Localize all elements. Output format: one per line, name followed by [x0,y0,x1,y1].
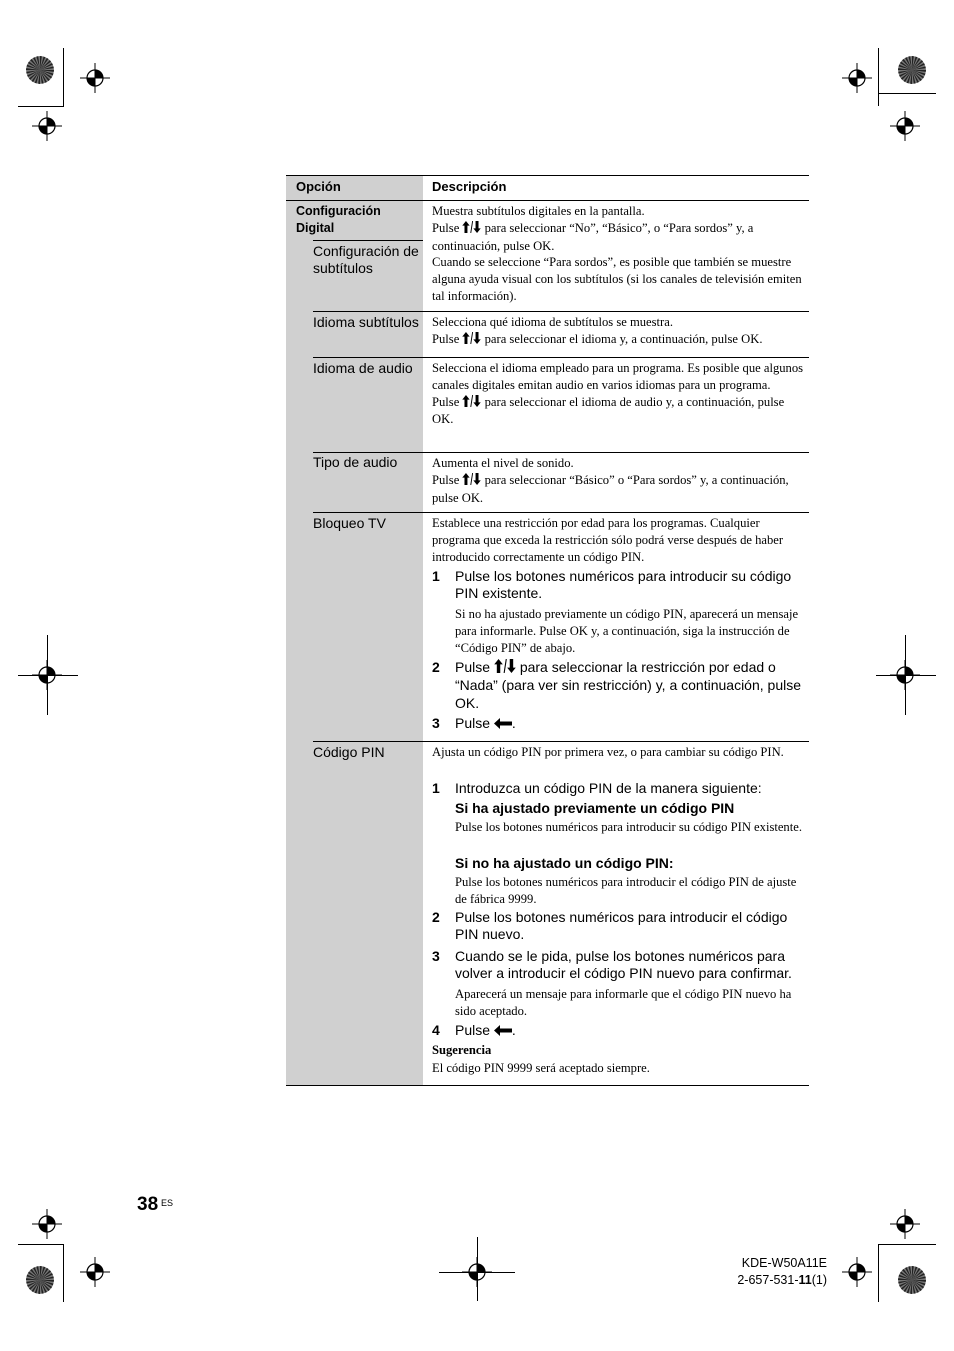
description-configuracion-subtitulos [432,203,804,305]
header-rule [286,200,809,201]
step-3 [432,715,804,733]
description-line: Selecciona qué idioma de subtítulos se muestra. [432,315,673,329]
step-number: 2 [432,659,440,675]
crop-line [18,1244,64,1245]
option-configuracion-subtitulos: Configuración de subtítulos [313,243,419,276]
up-down-arrow-icon [462,221,481,238]
step-1 [432,780,804,797]
description-line: Aumenta el nivel de sonido. [432,456,574,470]
part-code-suffix: (1) [811,1273,827,1287]
registration-target-icon [32,1209,62,1239]
option-rule [313,240,423,241]
pulse-text: Pulse [455,715,491,731]
crop-line [878,1244,879,1302]
row-rule [313,741,809,742]
step-3 [432,948,804,983]
crop-line [439,1272,515,1273]
registration-target-icon [842,1257,872,1287]
subheading-pin-not-set: Si no ha ajustado un código PIN: [455,855,674,871]
color-wheel-icon [26,1266,54,1294]
option-column-background [286,176,423,1085]
description-bloqueo-tv: Establece una restricción por edad para los programas. Cualquier programa que exceda la restricción sólo podrá verse después de haber introducido correctamente un código PIN. [432,516,784,564]
option-idioma-subtitulos: Idioma subtítulos [313,314,419,330]
part-code-bold: 11 [798,1273,812,1287]
pulse-text: Pulse [432,472,460,487]
crop-line [878,48,879,106]
description-line: Cuando se seleccione “Para sordos”, es posible que también se muestre alguna ayuda visual con los subtítulos (si los canales de televisión emiten tal información). [432,255,802,303]
tip-title: Sugerencia [432,1043,492,1057]
option-bloqueo-tv: Bloqueo TV [313,515,386,531]
return-arrow-icon [494,1023,512,1040]
registration-target-icon [890,111,920,141]
description-idioma-subtitulos [432,314,804,349]
step-4 [432,1022,804,1040]
row-rule [313,452,809,453]
step-1 [432,568,804,603]
header-description: Descripción [432,179,507,194]
option-idioma-audio: Idioma de audio [313,360,413,376]
description-idioma-audio [432,360,804,428]
step-number: 1 [432,568,440,584]
subheading-pin-set: Si ha ajustado previamente un código PIN [455,800,735,816]
step-text: Introduzca un código PIN de la manera siguiente: [455,780,762,796]
part-code [737,1273,827,1287]
step-text: Pulse los botones numéricos para introducir el código PIN nuevo. [455,909,788,943]
up-down-arrow-icon [462,395,481,412]
option-codigo-pin: Código PIN [313,744,385,760]
up-down-arrow-icon [462,473,481,490]
pulse-text: Pulse [432,331,460,346]
crop-line [878,1244,936,1245]
description-line [432,331,804,349]
step-note: Si no ha ajustado previamente un código PIN, aparecerá un mensaje para informarle. Pulse OK y, a continuación, siga la instrucción de “Código PIN” de abajo. [455,607,799,655]
row-rule [313,512,809,513]
pulse-text: Pulse [455,1022,491,1038]
header-option: Opción [296,179,341,194]
description-text: para seleccionar el idioma de audio y, a continuación, pulse OK. [432,394,785,427]
step-number: 3 [432,948,440,964]
tip-text: El código PIN 9999 será aceptado siempre. [432,1061,650,1075]
step-number: 4 [432,1022,440,1038]
step-2 [432,659,804,712]
page-language: ES [161,1198,174,1208]
description-line: Selecciona el idioma empleado para un programa. Es posible que algunos canales digitales emitan audio en varios idiomas para un programa. [432,361,804,392]
crop-line [18,106,64,107]
step-number: 2 [432,909,440,925]
step-text: Pulse los botones numéricos para introducir su código PIN existente. [455,568,792,602]
row-rule [313,311,809,312]
step-2 [432,909,804,944]
group-title: Configuración Digital [296,204,381,235]
step-period: . [511,715,516,731]
description-text: para seleccionar la restricción por edad o “Nada” (para ver sin restricción) y, a continuación, pulse OK. [455,659,802,711]
description-text: para seleccionar el idioma y, a continuación, pulse OK. [484,331,763,346]
description-codigo-pin: Ajusta un código PIN por primera vez, o para cambiar su código PIN. [432,745,784,759]
description-text: para seleccionar “No”, “Básico”, o “Para sordos” y, a continuación, pulse OK. [432,220,754,253]
row-rule [313,357,809,358]
pulse-text: Pulse [432,220,460,235]
pulse-text: Pulse [455,659,491,675]
step-number: 1 [432,780,440,796]
color-wheel-icon [898,56,926,84]
up-down-arrow-icon [494,659,516,677]
crop-line [477,1237,478,1301]
crop-line [18,675,78,676]
step-text [455,715,804,733]
table-top-rule [286,175,809,176]
crop-line [63,48,64,106]
return-arrow-icon [494,716,512,733]
step-period: . [511,1022,516,1038]
description-line [432,394,804,429]
registration-target-icon [842,63,872,93]
table-bottom-rule [286,1085,809,1086]
description-text: para seleccionar “Básico” o “Para sordos” y, a continuación, pulse OK. [432,472,789,505]
step-text: Cuando se le pida, pulse los botones numéricos para volver a introducir el código PIN nuevo para confirmar. [455,948,792,982]
crop-line [876,675,936,676]
description-line: Muestra subtítulos digitales en la pantalla. [432,204,645,218]
color-wheel-icon [26,56,54,84]
pulse-text: Pulse [432,394,460,409]
registration-target-icon [80,1257,110,1287]
description-line [432,220,804,255]
registration-target-icon [890,1209,920,1239]
step-text [455,659,804,712]
registration-target-icon [80,63,110,93]
model-name: KDE-W50A11E [741,1256,827,1270]
subheading-pin-not-set-text: Pulse los botones numéricos para introducir el código PIN de ajuste de fábrica 9999. [455,875,797,906]
crop-line [878,93,936,94]
page-number: 38 [137,1194,159,1215]
crop-line [63,1244,64,1302]
part-code-prefix: 2-657-531- [737,1273,799,1287]
subheading-pin-set-text: Pulse los botones numéricos para introducir su código PIN existente. [455,820,802,834]
description-tipo-audio [432,455,804,506]
step-number: 3 [432,715,440,731]
up-down-arrow-icon [462,332,481,349]
step-note: Aparecerá un mensaje para informarle que el código PIN nuevo ha sido aceptado. [455,987,792,1018]
registration-target-icon [32,111,62,141]
description-line [432,472,804,507]
step-text [455,1022,804,1040]
option-tipo-audio: Tipo de audio [313,454,398,470]
color-wheel-icon [898,1266,926,1294]
